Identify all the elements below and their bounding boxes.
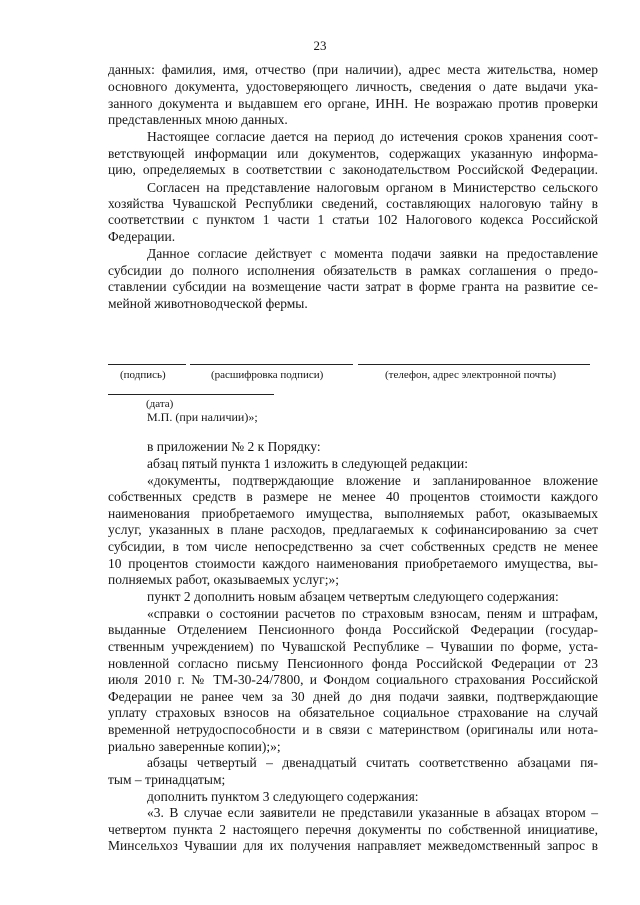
text-line: выданные Отделением Пенсионного фонда Российской Федерации (государ- bbox=[108, 622, 598, 637]
caption-decoding: (расшифровка подписи) bbox=[211, 369, 324, 381]
text-line: основного документа, удостоверяющего личность, сведения о дате выдачи ука- bbox=[108, 79, 598, 94]
text-line: временной нетрудоспособности и в связи с материнством (оригиналы или нота- bbox=[108, 722, 598, 737]
text-line: соответствии с пунктом 1 части 1 статьи 102 Налогового кодекса Российской bbox=[108, 212, 598, 227]
text-line: ветствующей информации или документов, содержащих указанную информа- bbox=[108, 146, 598, 161]
text-line: новленной согласно письму Пенсионного фонда Российской Федерации от 23 bbox=[108, 656, 598, 671]
text-line: Федерации не ранее чем за 30 дней до дня подачи заявки, подтверждающие bbox=[108, 689, 598, 704]
stamp-note: М.П. (при наличии)»; bbox=[147, 410, 258, 424]
caption-date: (дата) bbox=[146, 398, 174, 410]
text-line: наименования приобретаемого имущества, выполняемых работ, оказываемых bbox=[108, 506, 598, 521]
text-line: ственным учреждением) по Чувашской Республике – Чувашии по форме, уста- bbox=[108, 639, 598, 654]
caption-signature: (подпись) bbox=[120, 369, 166, 381]
text-line: Настоящее согласие дается на период до истечения сроков хранения соот- bbox=[147, 129, 598, 144]
text-line: риально заверенные копии);»; bbox=[108, 739, 281, 754]
text-line: данных: фамилия, имя, отчество (при наличии), адрес места жительства, номер bbox=[108, 62, 598, 77]
text-line: субсидии, в том числе непосредственно за счет собственных средств не менее bbox=[108, 539, 598, 554]
text-line: уплату страховых взносов на обязательное социальное страхование на случай bbox=[108, 705, 598, 720]
text-line: Согласен на представление налоговым органом в Министерство сельского bbox=[147, 180, 598, 195]
page-number: 23 bbox=[313, 38, 327, 53]
text-line: Минсельхоз Чувашии для их получения направляет межведомственный запрос в bbox=[108, 838, 598, 853]
caption-contacts: (телефон, адрес электронной почты) bbox=[385, 369, 557, 381]
text-line: дополнить пунктом 3 следующего содержания: bbox=[147, 789, 419, 804]
text-line: цию, определяемых в соответствии с законодательством Российской Федерации. bbox=[108, 162, 598, 177]
text-line: пункт 2 дополнить новым абзацем четвертым следующего содержания: bbox=[147, 589, 559, 604]
text-line: занного документа и выдавшем его органе, ИНН. Не возражаю против проверки bbox=[108, 96, 598, 111]
text-line: 10 процентов стоимости каждого наименования приобретаемого имущества, вы- bbox=[108, 556, 598, 571]
text-line: Данное согласие действует с момента подачи заявки на предоставление bbox=[147, 246, 598, 261]
text-line: четвертом пункта 2 настоящего перечня документы по собственной инициативе, bbox=[108, 822, 598, 837]
text-line: июля 2010 г. № ТМ-30-24/7800, и Фондом социального страхования Российской bbox=[108, 672, 598, 687]
date-line bbox=[108, 394, 274, 395]
text-line: «справки о состоянии расчетов по страховым взносам, пеням и штрафам, bbox=[147, 606, 598, 621]
contacts-line bbox=[358, 364, 590, 365]
text-line: ставлении субсидии на возмещение части затрат в форме гранта на развитие се- bbox=[108, 279, 598, 294]
text-line: представленных мною данных. bbox=[108, 112, 288, 127]
text-line: услуг, указанных в плане расходов, предлагаемых к софинансированию за счет bbox=[108, 522, 598, 537]
text-line: «документы, подтверждающие вложение и запланированное вложение bbox=[147, 473, 598, 488]
text-line: тым – тринадцатым; bbox=[108, 772, 226, 787]
text-line: в приложении № 2 к Порядку: bbox=[147, 439, 321, 454]
signature-line bbox=[108, 364, 186, 365]
text-line: хозяйства Чувашской Республики сведений, составляющих налоговую тайну в bbox=[108, 196, 598, 211]
text-line: Федерации. bbox=[108, 229, 176, 244]
text-line: субсидии до полного исполнения обязательств в рамках соглашения о предо- bbox=[108, 263, 598, 278]
text-line: абзацы четвертый – двенадцатый считать соответственно абзацами пя- bbox=[147, 755, 598, 770]
signature-decoding-line bbox=[190, 364, 353, 365]
text-line: мейной животноводческой фермы. bbox=[108, 296, 308, 311]
text-line: полняемых работ, оказываемых услуг;»; bbox=[108, 572, 339, 587]
text-line: абзац пятый пункта 1 изложить в следующей редакции: bbox=[147, 456, 469, 471]
text-line: собственных средств в размере не менее 40 процентов стоимости каждого bbox=[108, 489, 598, 504]
text-line: «3. В случае если заявители не представили указанные в абзацах втором – bbox=[147, 805, 598, 820]
